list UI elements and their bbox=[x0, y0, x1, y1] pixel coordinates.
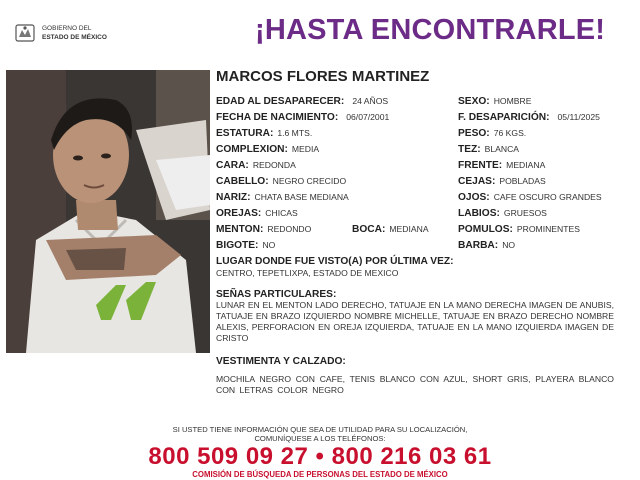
phone-separator: • bbox=[315, 443, 325, 470]
field-edad bbox=[216, 96, 388, 107]
field-estatura bbox=[216, 128, 312, 139]
particulars-text: LUNAR EN EL MENTON LADO DERECHO, TATUAJE EN LA MANO DERECHA IMAGEN DE ANUBIS, TATUAJE EN BRAZO IZQUIERDO NOMBRE MICHELLE, TATUAJE EN BRAZO DERECHO NOMBRE ALEXIS, PERFORACION EN OREJA IZQUIERDA, TATUAJE EN LA MANO IZQUIERDA IMAGEN DE CRISTO bbox=[216, 300, 614, 343]
field-nariz bbox=[216, 192, 349, 203]
person-name: MARCOS FLORES MARTINEZ bbox=[216, 68, 430, 85]
frente-label: FRENTE: bbox=[458, 160, 503, 171]
orejas-label: OREJAS: bbox=[216, 208, 262, 219]
field-cabello bbox=[216, 176, 346, 187]
complexion-value: MEDIA bbox=[291, 144, 320, 154]
nariz-label: NARIZ: bbox=[216, 192, 251, 203]
cejas-label: CEJAS: bbox=[458, 176, 496, 187]
government-logo bbox=[14, 20, 124, 46]
field-orejas bbox=[216, 208, 298, 219]
phone-numbers bbox=[0, 443, 640, 471]
footer-info-line2: COMUNÍQUESE A LOS TELÉFONOS: bbox=[254, 434, 386, 443]
field-fecha-nac bbox=[216, 112, 389, 123]
fecha-nac-value: 06/07/2001 bbox=[346, 112, 390, 122]
bigote-label: BIGOTE: bbox=[216, 240, 259, 251]
commission-name: COMISIÓN DE BÚSQUEDA DE PERSONAS DEL ESTADO DE MÉXICO bbox=[192, 470, 448, 479]
field-tez bbox=[458, 144, 519, 155]
barba-label: BARBA: bbox=[458, 240, 499, 251]
field-barba bbox=[458, 240, 515, 251]
menton-value: REDONDO bbox=[267, 224, 312, 234]
cabello-value: NEGRO CRECIDO bbox=[272, 176, 347, 186]
boca-value: MEDIANA bbox=[389, 224, 429, 234]
peso-label: PESO: bbox=[458, 128, 490, 139]
headline: ¡HASTA ENCONTRARLE! bbox=[255, 14, 606, 46]
complexion-label: COMPLEXION: bbox=[216, 144, 288, 155]
clothing-title: VESTIMENTA Y CALZADO: bbox=[216, 356, 346, 367]
peso-value: 76 KGS. bbox=[493, 128, 527, 138]
estatura-value: 1.6 MTS. bbox=[277, 128, 313, 138]
logo-line1: GOBIERNO DEL bbox=[42, 25, 92, 32]
field-f-desap bbox=[458, 112, 600, 123]
sexo-label: SEXO: bbox=[458, 96, 490, 107]
phone-number-2[interactable]: 800 216 03 61 bbox=[331, 443, 492, 470]
field-boca bbox=[352, 224, 429, 235]
logo-line2: ESTADO DE MÉXICO bbox=[42, 34, 107, 41]
edad-value: 24 AÑOS bbox=[352, 96, 389, 106]
field-peso bbox=[458, 128, 526, 139]
frente-value: MEDIANA bbox=[506, 160, 546, 170]
field-sexo bbox=[458, 96, 531, 107]
cara-label: CARA: bbox=[216, 160, 249, 171]
field-cejas bbox=[458, 176, 546, 187]
menton-label: MENTON: bbox=[216, 224, 264, 235]
particulars-title: SEÑAS PARTICULARES: bbox=[216, 289, 337, 300]
missing-person-photo bbox=[6, 70, 210, 353]
field-ojos bbox=[458, 192, 602, 203]
cara-value: REDONDA bbox=[252, 160, 296, 170]
orejas-value: CHICAS bbox=[265, 208, 298, 218]
footer-info-line1: SI USTED TIENE INFORMACIÓN QUE SEA DE UTILIDAD PARA SU LOCALIZACIÓN, bbox=[172, 425, 468, 434]
pomulos-label: POMULOS: bbox=[458, 224, 513, 235]
nariz-value: CHATA BASE MEDIANA bbox=[254, 192, 349, 202]
ojos-value: CAFE OSCURO GRANDES bbox=[493, 192, 602, 202]
labios-label: LABIOS: bbox=[458, 208, 500, 219]
clothing-text: MOCHILA NEGRO CON CAFE, TENIS BLANCO CON AZUL, SHORT GRIS, PLAYERA BLANCO CON LETRAS COLOR NEGRO bbox=[216, 374, 614, 395]
field-frente bbox=[458, 160, 545, 171]
sexo-value: HOMBRE bbox=[493, 96, 532, 106]
f-desap-label: F. DESAPARICIÓN: bbox=[458, 112, 550, 123]
last-seen-text: CENTRO, TEPETLIXPA, ESTADO DE MEXICO bbox=[216, 268, 399, 278]
ojos-label: OJOS: bbox=[458, 192, 490, 203]
estatura-label: ESTATURA: bbox=[216, 128, 274, 139]
last-seen-title: LUGAR DONDE FUE VISTO(A) POR ÚLTIMA VEZ: bbox=[216, 256, 454, 267]
field-cara bbox=[216, 160, 296, 171]
tez-value: BLANCA bbox=[484, 144, 520, 154]
f-desap-value: 05/11/2025 bbox=[557, 112, 600, 122]
field-labios bbox=[458, 208, 547, 219]
tez-label: TEZ: bbox=[458, 144, 481, 155]
phone-number-1[interactable]: 800 509 09 27 bbox=[148, 443, 309, 470]
cabello-label: CABELLO: bbox=[216, 176, 269, 187]
pomulos-value: PROMINENTES bbox=[516, 224, 580, 234]
field-complexion bbox=[216, 144, 319, 155]
field-menton bbox=[216, 224, 311, 235]
boca-label: BOCA: bbox=[352, 224, 386, 235]
edad-label: EDAD AL DESAPARECER: bbox=[216, 96, 345, 107]
barba-value: NO bbox=[502, 240, 516, 250]
cejas-value: POBLADAS bbox=[499, 176, 546, 186]
field-bigote bbox=[216, 240, 275, 251]
bigote-value: NO bbox=[262, 240, 276, 250]
fecha-nac-label: FECHA DE NACIMIENTO: bbox=[216, 112, 339, 123]
logo-text bbox=[42, 24, 107, 42]
field-pomulos bbox=[458, 224, 580, 235]
coat-of-arms-icon bbox=[14, 22, 36, 44]
labios-value: GRUESOS bbox=[503, 208, 547, 218]
